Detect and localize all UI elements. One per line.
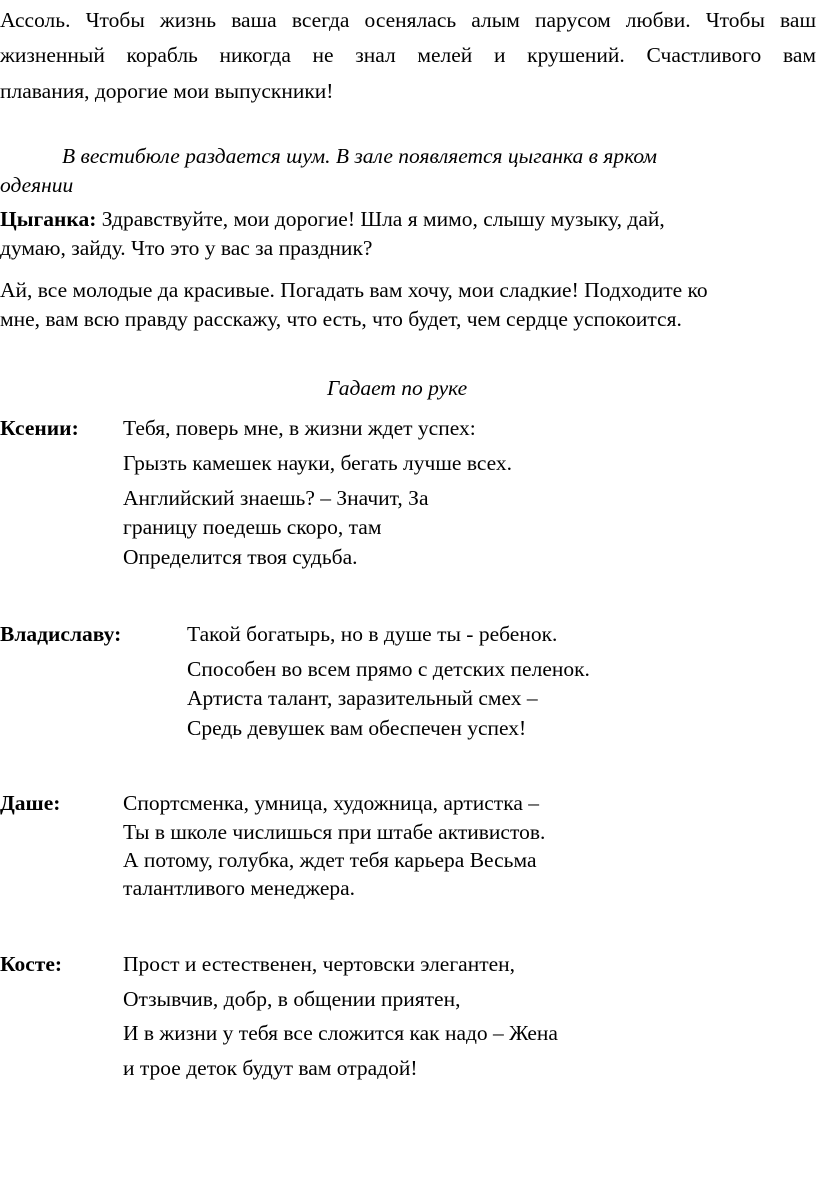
gypsy-speech-text-1: Здравствуйте, мои дорогие! Шла я мимо, слышу музыку, дай, <box>96 207 665 231</box>
fortune-name-kseniya: Ксении: <box>0 416 79 440</box>
stage-direction-palm-reading: Гадает по руке <box>327 376 468 400</box>
fortune-line: Прост и естественен, чертовски элегантен, <box>123 952 516 976</box>
intro-line-1: Ассоль. Чтобы жизнь ваша всегда осенялась алым парусом любви. Чтобы ваш <box>0 8 816 32</box>
intro-line-2: жизненный корабль никогда не знал мелей и крушений. Счастливого вам <box>0 43 816 67</box>
speaker-label: Цыганка: <box>0 207 97 231</box>
gypsy-speech-line-1 <box>0 209 665 231</box>
fortune-line: талантливого менеджера. <box>123 876 356 900</box>
fortune-line: Спортсменка, умница, художница, артистка – <box>123 791 539 815</box>
fortune-line: Способен во всем прямо с детских пеленок. <box>187 657 590 681</box>
fortune-line: Средь девушек вам обеспечен успех! <box>187 716 527 740</box>
fortune-line: Артиста талант, заразительный смех – <box>187 686 538 710</box>
fortune-line: А потому, голубка, ждет тебя карьера Весьма <box>123 848 537 872</box>
fortune-line: Английский знаешь? – Значит, За <box>123 486 429 510</box>
gypsy-speech-line-4: мне, вам всю правду расскажу, что есть, что будет, чем сердце успокоится. <box>0 307 682 331</box>
fortune-name-kostya: Косте: <box>0 952 63 976</box>
fortune-line: Тебя, поверь мне, в жизни ждет успех: <box>123 416 476 440</box>
fortune-line: Грызть камешек науки, бегать лучше всех. <box>123 451 513 475</box>
stage-direction-entrance-line-1: В вестибюле раздается шум. В зале появляется цыганка в ярком <box>62 144 658 168</box>
fortune-name-vladislav: Владиславу: <box>0 622 122 646</box>
fortune-line: и трое деток будут вам отрадой! <box>123 1056 418 1080</box>
fortune-line: границу поедешь скоро, там <box>123 515 382 539</box>
fortune-line: Ты в школе числишься при штабе активистов. <box>123 820 546 844</box>
fortune-line: И в жизни у тебя все сложится как надо – Жена <box>123 1021 558 1045</box>
fortune-line: Определится твоя судьба. <box>123 545 358 569</box>
fortune-line: Такой богатырь, но в душе ты - ребенок. <box>187 622 558 646</box>
fortune-line: Отзывчив, добр, в общении приятен, <box>123 987 461 1011</box>
gypsy-speech-line-2: думаю, зайду. Что это у вас за праздник? <box>0 236 373 260</box>
intro-line-3: плавания, дорогие мои выпускники! <box>0 79 334 103</box>
fortune-name-dasha: Даше: <box>0 791 61 815</box>
stage-direction-entrance-line-2: одеянии <box>0 173 74 197</box>
gypsy-speech-line-3: Ай, все молодые да красивые. Погадать вам хочу, мои сладкие! Подходите ко <box>0 278 708 302</box>
